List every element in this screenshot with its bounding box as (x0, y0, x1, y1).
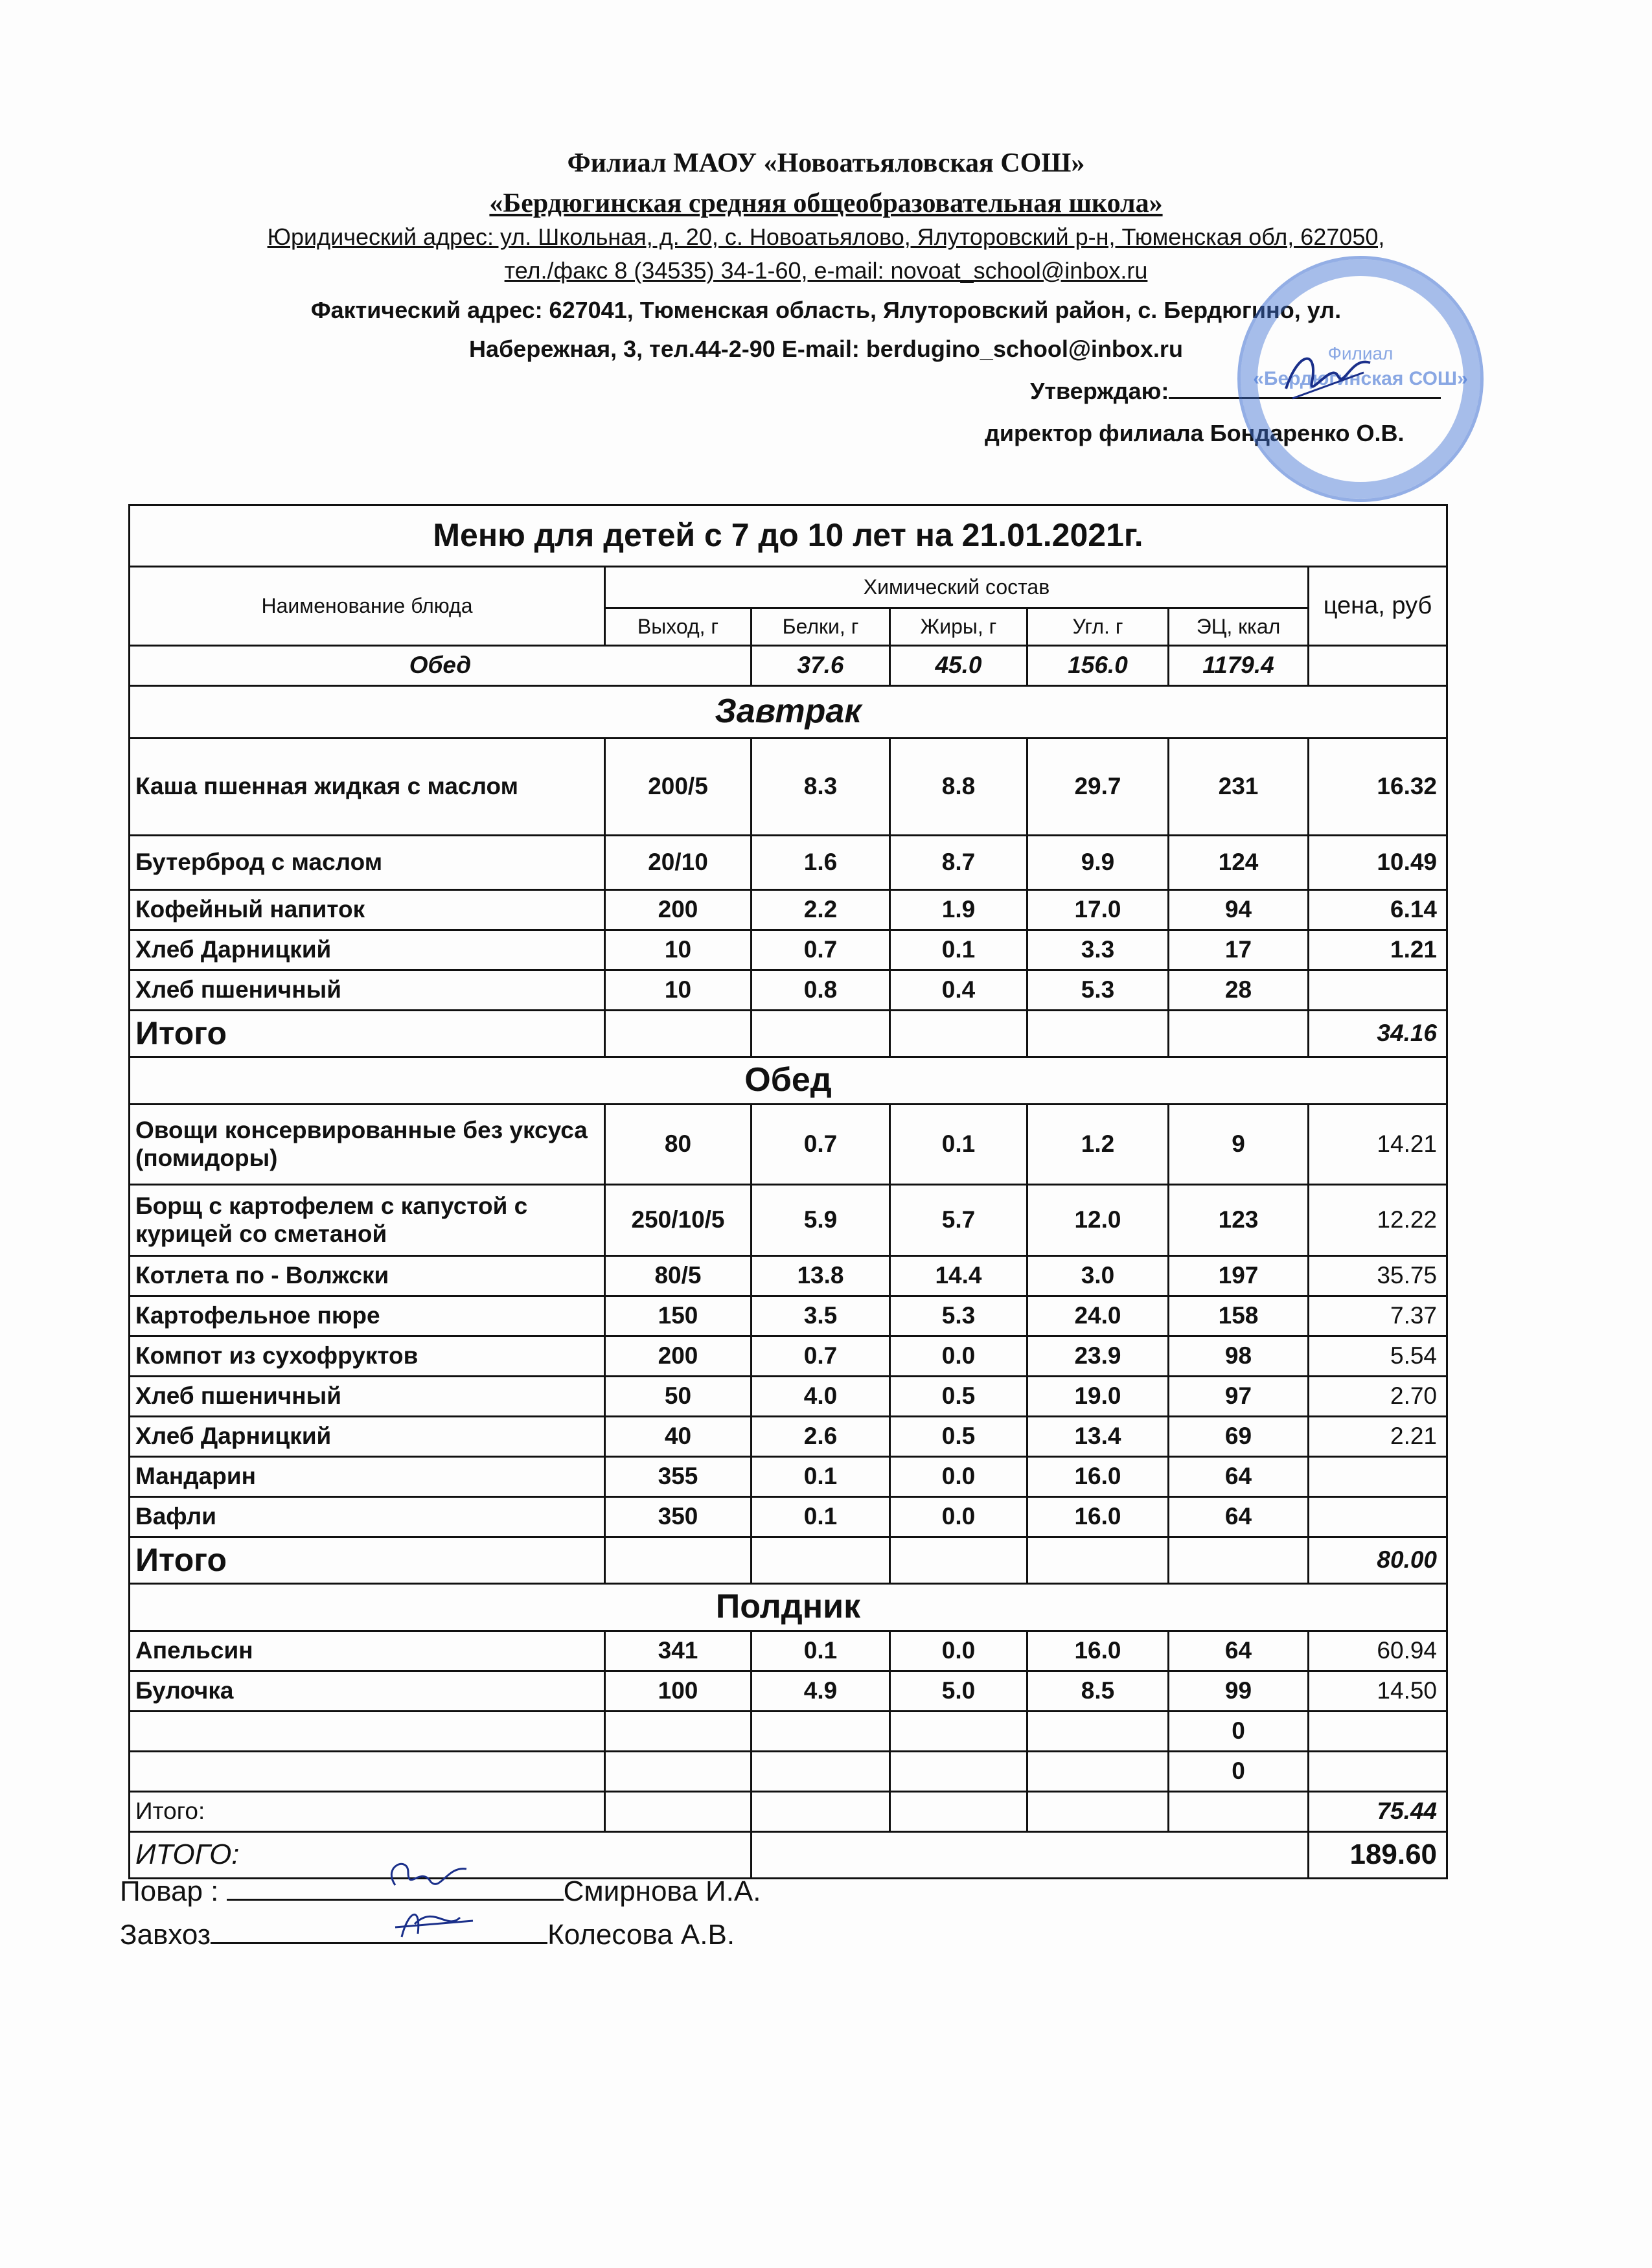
summary-energy: 1179.4 (1169, 646, 1309, 686)
cell-energy: 124 (1169, 836, 1309, 890)
cell-output: 350 (605, 1497, 751, 1537)
cell-name: Вафли (130, 1497, 605, 1537)
cell-carb: 5.3 (1027, 970, 1169, 1011)
fact-address-line1: Фактический адрес: 627041, Тюменская область, Ялуторовский район, с. Бердюгино, ул. (310, 297, 1342, 323)
cell-carb: 3.3 (1027, 930, 1169, 970)
cell-fat: 5.3 (890, 1296, 1027, 1336)
header-output: Выход, г (605, 608, 751, 646)
cell-energy: 97 (1169, 1377, 1309, 1417)
cell-carb: 3.0 (1027, 1256, 1169, 1296)
cell-energy: 9 (1169, 1105, 1309, 1185)
cell-protein (751, 1712, 890, 1752)
cell-protein: 4.9 (751, 1671, 890, 1712)
table-row (130, 1712, 1447, 1752)
cell-energy: 99 (1169, 1671, 1309, 1712)
cell-energy: 98 (1169, 1336, 1309, 1377)
cook-name: Смирнова И.А. (563, 1875, 761, 1907)
cell-price: 14.50 (1309, 1671, 1447, 1712)
cell-carb: 16.0 (1027, 1631, 1169, 1671)
cell-output: 100 (605, 1671, 751, 1712)
cell-protein: 0.7 (751, 1336, 890, 1377)
cell-fat: 0.4 (890, 970, 1027, 1011)
cell-output: 355 (605, 1457, 751, 1497)
table-row (130, 836, 1447, 890)
cell-fat (890, 1712, 1027, 1752)
cell-price: 10.49 (1309, 836, 1447, 890)
cell-carb: 16.0 (1027, 1457, 1169, 1497)
cell-name: Хлеб Дарницкий (130, 930, 605, 970)
cell-protein: 5.9 (751, 1185, 890, 1256)
cell-carb: 23.9 (1027, 1336, 1169, 1377)
stamp-line2: «Бердюгинская СОШ» (1253, 368, 1468, 389)
table-row (130, 970, 1447, 1011)
cell-protein: 0.8 (751, 970, 890, 1011)
cell-energy: 0 (1169, 1712, 1309, 1752)
cell-price: 16.32 (1309, 739, 1447, 836)
cell-carb: 17.0 (1027, 890, 1169, 930)
org-title: Филиал МАОУ «Новоатьяловская СОШ» (567, 148, 1085, 178)
table-row (130, 1185, 1447, 1256)
cell-output: 40 (605, 1417, 751, 1457)
lunch-total-label: Итого (130, 1537, 605, 1584)
cell-output (605, 1712, 751, 1752)
cell-fat: 0.1 (890, 930, 1027, 970)
cell-carb: 19.0 (1027, 1377, 1169, 1417)
table-row (130, 930, 1447, 970)
cell-fat: 8.8 (890, 739, 1027, 836)
cell-fat: 0.0 (890, 1336, 1027, 1377)
cell-fat: 5.7 (890, 1185, 1027, 1256)
cell-energy: 231 (1169, 739, 1309, 836)
lunch-total-price: 80.00 (1309, 1537, 1447, 1584)
cell-energy: 28 (1169, 970, 1309, 1011)
table-row (130, 1336, 1447, 1377)
cell-protein: 0.7 (751, 930, 890, 970)
cell-energy: 64 (1169, 1631, 1309, 1671)
legal-address: Юридический адрес: ул. Школьная, д. 20, с. Новоатьялово, Ялуторовский р-н, Тюменская обл, 627050, (267, 223, 1385, 250)
storekeeper-signature (369, 1898, 486, 1950)
table-row (130, 1457, 1447, 1497)
menu-table (128, 504, 1448, 1879)
cook-label: Повар : (120, 1875, 227, 1907)
cell-fat: 0.0 (890, 1457, 1027, 1497)
cell-price (1309, 1712, 1447, 1752)
cell-protein: 2.6 (751, 1417, 890, 1457)
cell-price (1309, 1497, 1447, 1537)
cell-fat: 0.0 (890, 1631, 1027, 1671)
cell-fat: 14.4 (890, 1256, 1027, 1296)
table-row (130, 1377, 1447, 1417)
cell-output: 150 (605, 1296, 751, 1336)
cell-fat: 8.7 (890, 836, 1027, 890)
cell-fat: 5.0 (890, 1671, 1027, 1712)
cell-price: 6.14 (1309, 890, 1447, 930)
grand-total-price: 189.60 (1309, 1832, 1447, 1879)
cell-output: 10 (605, 970, 751, 1011)
table-row (130, 1752, 1447, 1792)
cell-name (130, 1752, 605, 1792)
cell-name: Хлеб пшеничный (130, 970, 605, 1011)
stamp-line1: Филиал (1327, 343, 1394, 363)
cell-protein: 0.7 (751, 1105, 890, 1185)
cell-price: 14.21 (1309, 1105, 1447, 1185)
cell-protein: 3.5 (751, 1296, 890, 1336)
header-dish: Наименование блюда (130, 567, 605, 646)
grand-total-label: ИТОГО: (130, 1832, 751, 1879)
cell-carb: 12.0 (1027, 1185, 1169, 1256)
cell-carb: 8.5 (1027, 1671, 1169, 1712)
table-row (130, 1105, 1447, 1185)
cell-energy: 123 (1169, 1185, 1309, 1256)
cell-protein: 8.3 (751, 739, 890, 836)
cell-name: Булочка (130, 1671, 605, 1712)
header-energy: ЭЦ, ккал (1169, 608, 1309, 646)
cell-output: 200/5 (605, 739, 751, 836)
summary-label: Обед (130, 646, 751, 686)
table-row (130, 1497, 1447, 1537)
cell-fat: 0.1 (890, 1105, 1027, 1185)
cell-price: 5.54 (1309, 1336, 1447, 1377)
cell-protein: 2.2 (751, 890, 890, 930)
menu-title: Меню для детей с 7 до 10 лет на 21.01.2021г. (130, 505, 1447, 567)
cell-name: Каша пшенная жидкая с маслом (130, 739, 605, 836)
lunch-rows (130, 1105, 1447, 1537)
storekeeper-name: Колесова А.В. (547, 1919, 735, 1951)
fact-address-line2: Набережная, 3, тел.44-2-90 E-mail: berdugino_school@inbox.ru (469, 336, 1183, 362)
cell-name: Борщ с картофелем с капустой с курицей со сметаной (130, 1185, 605, 1256)
cell-output: 80 (605, 1105, 751, 1185)
cell-name: Котлета по - Волжски (130, 1256, 605, 1296)
cell-name: Мандарин (130, 1457, 605, 1497)
cell-carb: 9.9 (1027, 836, 1169, 890)
cell-fat (890, 1752, 1027, 1792)
summary-protein: 37.6 (751, 646, 890, 686)
section-snack: Полдник (130, 1584, 1447, 1631)
cell-name: Бутерброд с маслом (130, 836, 605, 890)
director-signature (1273, 337, 1383, 415)
cell-output: 10 (605, 930, 751, 970)
cell-energy: 197 (1169, 1256, 1309, 1296)
cell-energy: 64 (1169, 1497, 1309, 1537)
table-row (130, 1296, 1447, 1336)
breakfast-rows (130, 739, 1447, 1011)
cook-signature (369, 1853, 486, 1905)
cell-fat: 1.9 (890, 890, 1027, 930)
cell-carb: 13.4 (1027, 1417, 1169, 1457)
cell-name: Кофейный напиток (130, 890, 605, 930)
table-row (130, 1631, 1447, 1671)
cell-carb: 16.0 (1027, 1497, 1169, 1537)
cell-name: Картофельное пюре (130, 1296, 605, 1336)
cell-energy: 158 (1169, 1296, 1309, 1336)
cell-name: Апельсин (130, 1631, 605, 1671)
table-row (130, 890, 1447, 930)
header-protein: Белки, г (751, 608, 890, 646)
snack-total-label: Итого: (130, 1792, 605, 1832)
cell-output: 200 (605, 890, 751, 930)
cell-fat: 0.0 (890, 1497, 1027, 1537)
header-price: цена, руб (1309, 567, 1447, 646)
cell-price: 2.70 (1309, 1377, 1447, 1417)
cell-energy: 17 (1169, 930, 1309, 970)
cell-protein: 0.1 (751, 1631, 890, 1671)
header-chem: Химический состав (605, 567, 1309, 608)
cell-output: 341 (605, 1631, 751, 1671)
cell-name: Хлеб Дарницкий (130, 1417, 605, 1457)
cell-protein: 0.1 (751, 1457, 890, 1497)
cell-price (1309, 1457, 1447, 1497)
cell-energy: 0 (1169, 1752, 1309, 1792)
section-breakfast: Завтрак (130, 686, 1447, 739)
table-row (130, 1671, 1447, 1712)
cell-price (1309, 970, 1447, 1011)
cell-carb: 29.7 (1027, 739, 1169, 836)
table-row (130, 739, 1447, 836)
approve-by: директор филиала Бондаренко О.В. (985, 420, 1405, 446)
cell-name: Овощи консервированные без уксуса (помидоры) (130, 1105, 605, 1185)
snack-total-price: 75.44 (1309, 1792, 1447, 1832)
cell-protein (751, 1752, 890, 1792)
cell-price: 7.37 (1309, 1296, 1447, 1336)
breakfast-total-label: Итого (130, 1011, 605, 1057)
cell-energy: 64 (1169, 1457, 1309, 1497)
cell-name (130, 1712, 605, 1752)
cell-carb (1027, 1752, 1169, 1792)
cell-price: 35.75 (1309, 1256, 1447, 1296)
cell-price: 12.22 (1309, 1185, 1447, 1256)
summary-fat: 45.0 (890, 646, 1027, 686)
cell-output (605, 1752, 751, 1792)
cell-protein: 13.8 (751, 1256, 890, 1296)
school-name: «Бердюгинская средняя общеобразовательная школа» (489, 189, 1163, 218)
header-fat: Жиры, г (890, 608, 1027, 646)
cell-price: 2.21 (1309, 1417, 1447, 1457)
legal-contacts: тел./факс 8 (34535) 34-1-60, e-mail: novoat_school@inbox.ru (504, 257, 1148, 284)
cell-energy: 69 (1169, 1417, 1309, 1457)
cell-fat: 0.5 (890, 1417, 1027, 1457)
section-lunch: Обед (130, 1057, 1447, 1105)
cell-fat: 0.5 (890, 1377, 1027, 1417)
cell-price: 60.94 (1309, 1631, 1447, 1671)
storekeeper-label: Завхоз (120, 1919, 211, 1951)
cell-output: 50 (605, 1377, 751, 1417)
cell-output: 200 (605, 1336, 751, 1377)
cell-output: 20/10 (605, 836, 751, 890)
cell-energy: 94 (1169, 890, 1309, 930)
approve-label: Утверждаю: (1030, 378, 1169, 404)
header-carb: Угл. г (1027, 608, 1169, 646)
cell-name: Хлеб пшеничный (130, 1377, 605, 1417)
cell-output: 80/5 (605, 1256, 751, 1296)
cell-carb: 1.2 (1027, 1105, 1169, 1185)
breakfast-total-price: 34.16 (1309, 1011, 1447, 1057)
cell-protein: 4.0 (751, 1377, 890, 1417)
cell-output: 250/10/5 (605, 1185, 751, 1256)
cell-carb: 24.0 (1027, 1296, 1169, 1336)
cell-price (1309, 1752, 1447, 1792)
cell-name: Компот из сухофруктов (130, 1336, 605, 1377)
table-row (130, 1256, 1447, 1296)
cell-price: 1.21 (1309, 930, 1447, 970)
cell-carb (1027, 1712, 1169, 1752)
snack-rows (130, 1631, 1447, 1792)
summary-carb: 156.0 (1027, 646, 1169, 686)
cell-protein: 1.6 (751, 836, 890, 890)
table-row (130, 1417, 1447, 1457)
cell-protein: 0.1 (751, 1497, 890, 1537)
